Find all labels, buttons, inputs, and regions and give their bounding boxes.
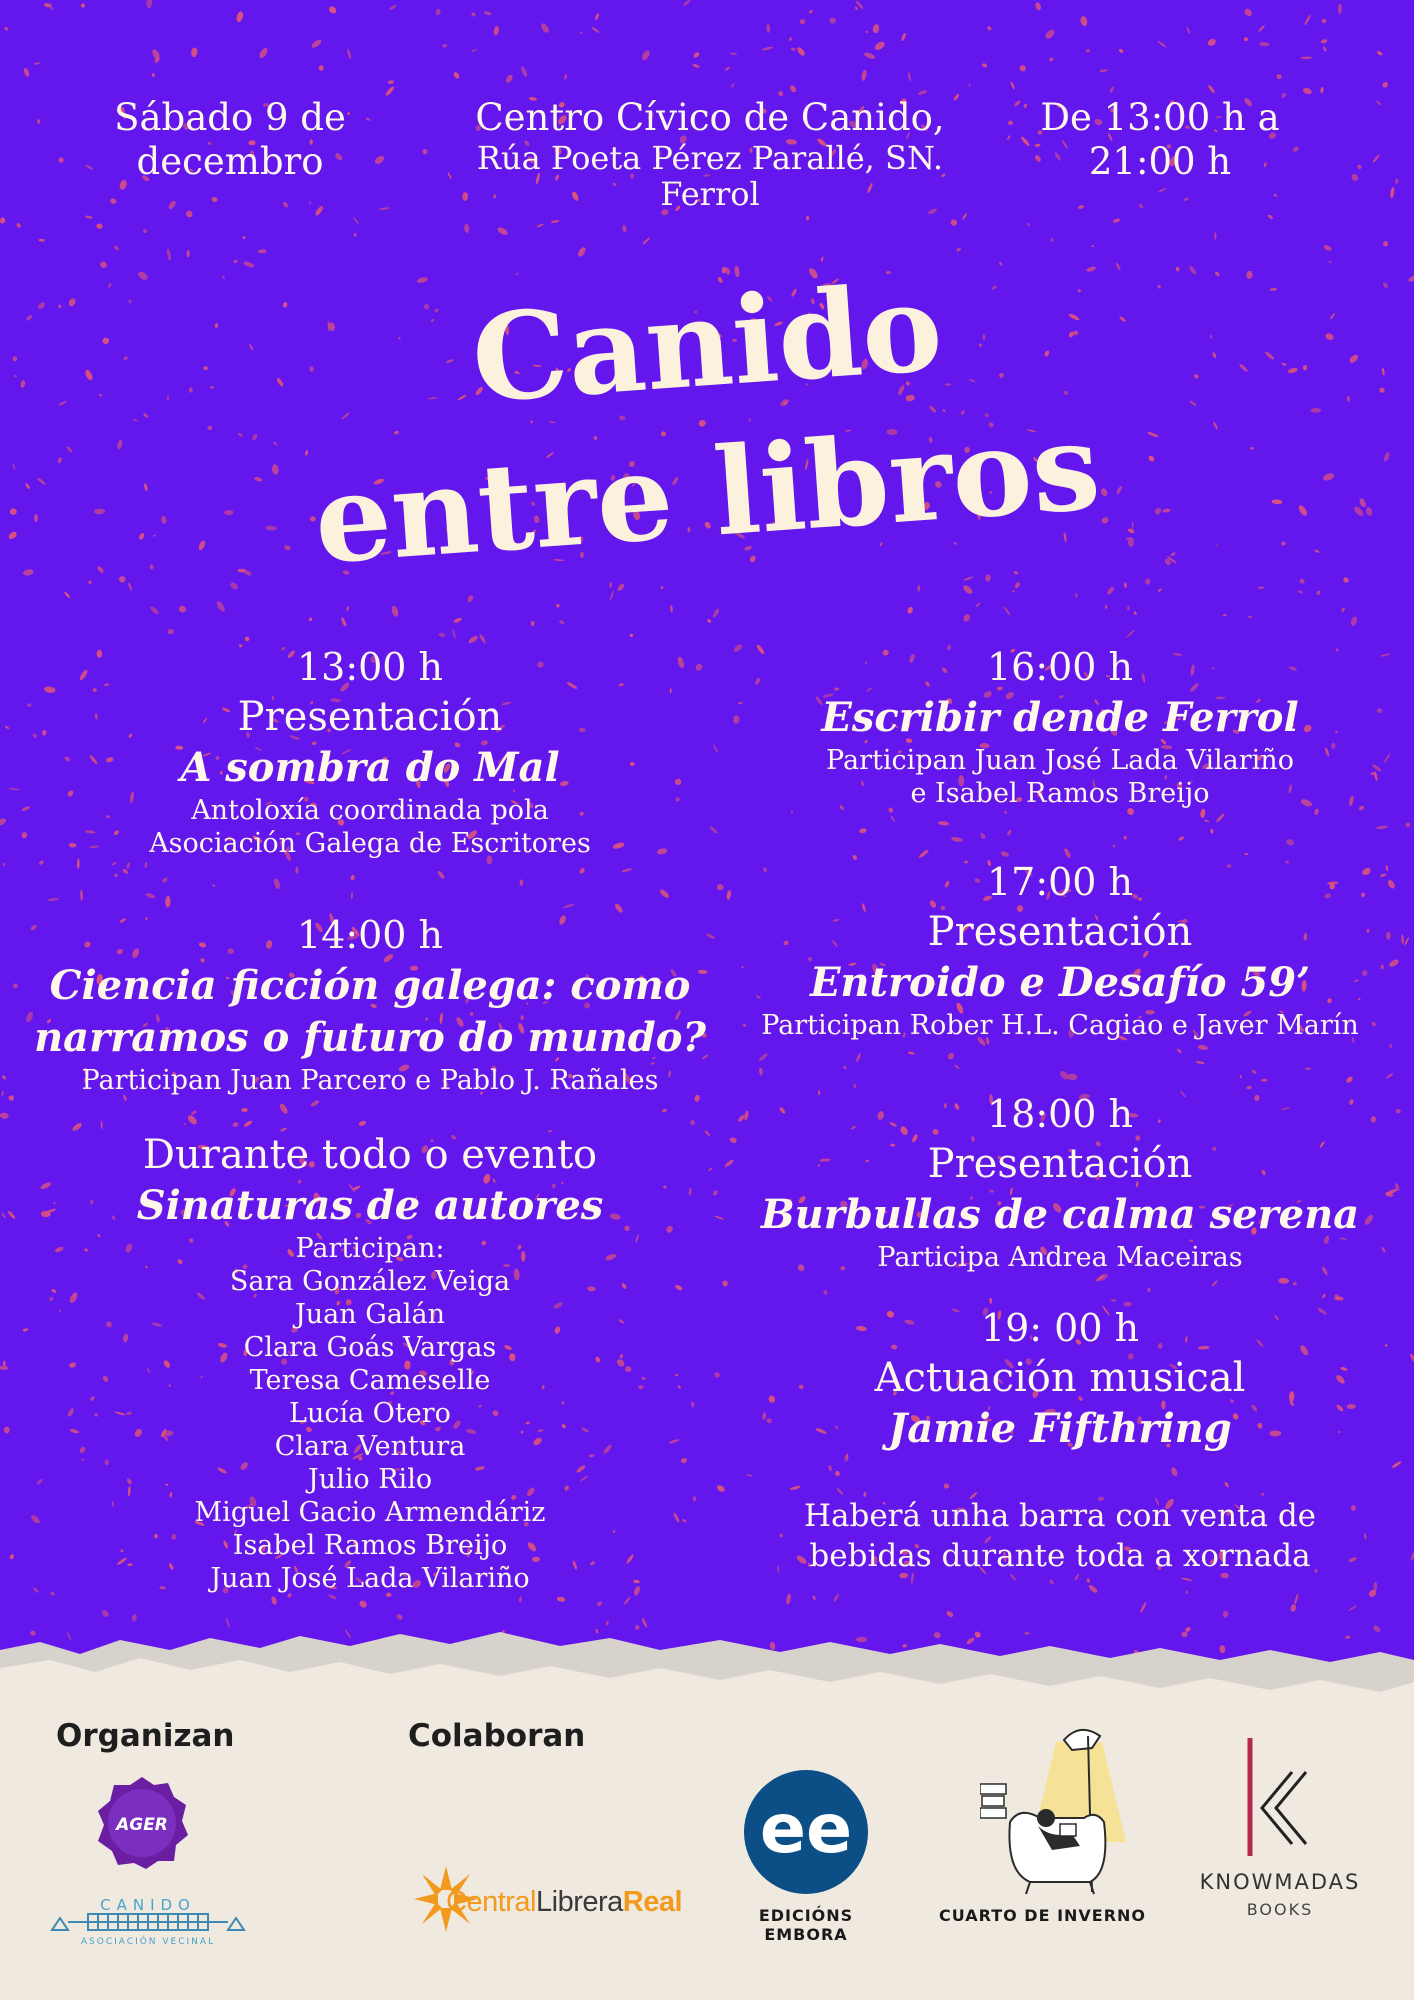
speckle — [0, 817, 7, 827]
speckle — [1176, 1048, 1182, 1054]
speckle — [1395, 1108, 1401, 1114]
speckle — [1204, 819, 1209, 822]
speckle — [9, 1553, 15, 1560]
speckle — [165, 896, 171, 908]
speckle — [1321, 1293, 1326, 1299]
speckle — [80, 890, 83, 901]
speckle — [954, 1064, 960, 1070]
speckle — [1391, 1460, 1402, 1468]
speckle — [558, 619, 565, 625]
speckle — [38, 860, 44, 866]
speckle — [358, 1599, 368, 1609]
speckle — [659, 888, 671, 899]
event-1300 — [20, 642, 720, 860]
speckle — [662, 1108, 668, 1113]
event-title — [0, 0, 1414, 620]
author-name: Sara González Veiga — [229, 1266, 511, 1297]
author-name: Juan José Lada Vilariño — [210, 1563, 530, 1594]
speckle — [1049, 1579, 1055, 1586]
speckle — [1111, 1299, 1117, 1301]
speckle — [890, 815, 896, 822]
speckle — [1140, 1602, 1147, 1614]
speckle — [843, 1065, 847, 1069]
speckle — [1401, 934, 1404, 945]
venue-line-2: Rúa Poeta Pérez Parallé, SN. — [476, 139, 944, 177]
speckle — [1261, 1079, 1267, 1082]
date-text: Sábado 9 de decembro — [114, 96, 346, 183]
ager-logo — [94, 1775, 190, 1871]
speckle — [1197, 1044, 1208, 1050]
author-name: Juan Galán — [294, 1299, 446, 1330]
event-time: 18:00 h — [986, 1092, 1134, 1136]
speckle — [1381, 964, 1384, 969]
signing-heading: Durante todo o evento — [142, 1132, 598, 1178]
speckle — [1381, 1246, 1386, 1253]
event-kind: Presentación — [237, 694, 503, 740]
event-work-title: A sombra do Mal — [180, 744, 560, 791]
speckle — [1086, 1578, 1090, 1583]
speckle — [1388, 958, 1400, 968]
speckle — [1178, 835, 1185, 841]
event-time: 19: 00 h — [980, 1306, 1140, 1350]
knowmadas-name: KNOWMADAS — [1199, 1870, 1361, 1894]
speckle — [351, 892, 353, 899]
speckle — [1251, 1069, 1257, 1074]
speckle — [833, 1593, 840, 1603]
speckle — [310, 1099, 320, 1107]
speckle — [1386, 879, 1396, 890]
canido-logo-text: CANIDO — [100, 1896, 196, 1914]
event-work-title-line-2: narramos o futuro do mundo? — [34, 1014, 706, 1061]
event-work-title: Escribir dende Ferrol — [821, 694, 1299, 741]
event-time: 13:00 h — [296, 645, 444, 689]
speckle — [951, 836, 963, 842]
speckle — [1345, 1075, 1354, 1084]
speckle — [758, 1052, 769, 1062]
speckle — [350, 874, 355, 880]
author-name: Clara Ventura — [274, 1431, 466, 1462]
author-name: Miguel Gacio Armendáriz — [194, 1497, 546, 1528]
speckle — [1088, 1584, 1099, 1594]
speckle — [144, 862, 148, 869]
speckle — [943, 1483, 950, 1489]
embora-logo-text: ee — [759, 1790, 853, 1869]
speckle — [183, 1122, 186, 1125]
speckle — [437, 870, 446, 880]
speckle — [853, 1083, 857, 1088]
speckle — [724, 1159, 735, 1169]
speckle — [1386, 1072, 1394, 1079]
organizers-heading: Organizan — [56, 1718, 235, 1754]
speckle — [452, 629, 456, 639]
speckle — [835, 1471, 840, 1477]
speckle — [190, 1110, 197, 1116]
central-librera-real-logo — [414, 1866, 704, 1936]
speckle — [241, 1108, 248, 1112]
event-note-line-1: Antoloxía coordinada pola — [191, 795, 549, 826]
author-name: Julio Rilo — [307, 1464, 433, 1495]
speckle — [47, 898, 59, 902]
speckle — [122, 868, 129, 875]
speckle — [759, 1068, 763, 1076]
speckle — [557, 1596, 566, 1602]
speckle — [1384, 1344, 1388, 1348]
speckle — [126, 862, 130, 869]
speckle — [101, 1121, 103, 1130]
speckle — [1211, 1280, 1218, 1287]
speckle — [823, 1289, 828, 1295]
speckle — [2, 1075, 7, 1080]
bar-notice-line-1: Haberá unha barra con venta de — [803, 1498, 1317, 1534]
event-kind: Actuación musical — [874, 1355, 1246, 1401]
cuarto-de-inverno-illustration — [980, 1722, 1140, 1897]
speckle — [717, 884, 724, 891]
speckle — [1181, 1577, 1192, 1581]
speckle — [791, 810, 793, 813]
speckle — [243, 1120, 253, 1128]
speckle — [1224, 1481, 1230, 1487]
event-time: 17:00 h — [986, 860, 1134, 904]
speckle — [0, 1365, 9, 1370]
canido-logo-subtext: ASOCIACIÓN VECINAL — [80, 1937, 216, 1947]
speckle — [1305, 1067, 1311, 1070]
speckle — [273, 878, 281, 890]
event-note-line-2: e Isabel Ramos Breijo — [910, 778, 1210, 809]
speckle — [785, 1593, 791, 1605]
speckle — [979, 832, 986, 840]
signing-names-list — [20, 1265, 720, 1595]
speckle — [1409, 1353, 1414, 1363]
speckle — [1290, 1604, 1297, 1612]
speckle — [1386, 932, 1391, 940]
speckle — [938, 821, 949, 826]
speckle — [7, 1210, 16, 1220]
knowmadas-subname: BOOKS — [1246, 1900, 1314, 1919]
speckle — [232, 1122, 238, 1128]
author-name: Lucía Otero — [289, 1398, 451, 1429]
speckle — [812, 1595, 816, 1600]
speckle — [0, 1112, 9, 1119]
event-time: 16:00 h — [986, 645, 1134, 689]
bar-notice — [740, 1496, 1380, 1576]
speckle — [186, 1114, 198, 1126]
speckle — [4, 725, 10, 730]
speckle — [623, 1596, 631, 1605]
author-name: Clara Goás Vargas — [243, 1332, 497, 1363]
clr-central-text: Central — [446, 1886, 536, 1918]
speckle — [1222, 1610, 1229, 1618]
speckle — [579, 867, 586, 874]
event-1400 — [10, 910, 730, 1097]
speckle — [278, 1103, 289, 1115]
speckle — [1348, 1605, 1358, 1612]
speckle — [162, 877, 169, 884]
speckle — [1006, 829, 1012, 836]
speckle — [1147, 1288, 1150, 1292]
speckle — [629, 633, 634, 638]
event-1600 — [740, 642, 1380, 810]
event-work-title: Burbullas de calma serena — [760, 1191, 1360, 1238]
knowmadas-logo-mark — [1240, 1732, 1320, 1862]
speckle — [721, 1280, 728, 1288]
author-name: Teresa Cameselle — [249, 1365, 491, 1396]
speckle — [531, 621, 535, 626]
speckle — [1373, 1582, 1377, 1591]
event-1800 — [740, 1089, 1380, 1274]
speckle — [1294, 1593, 1299, 1605]
speckle — [596, 1601, 603, 1608]
clr-librera-text: Librera — [536, 1886, 623, 1918]
signing-title: Sinaturas de autores — [136, 1182, 604, 1229]
event-work-title: Jamie Fifthring — [888, 1405, 1232, 1452]
speckle — [733, 715, 740, 724]
event-note: Participan Rober H.L. Cagiao e Javer Marín — [761, 1010, 1359, 1041]
speckle — [1376, 825, 1388, 830]
speckle — [518, 1596, 522, 1603]
event-work-title: Entroido e Desafío 59’ — [809, 959, 1311, 1006]
speckle — [1404, 937, 1410, 946]
venue-line-1: Centro Cívico de Canido, — [475, 96, 945, 139]
speckle — [1380, 653, 1391, 657]
speckle — [746, 1474, 753, 1477]
title-line-1: Canido — [467, 256, 947, 431]
speckle — [1067, 1073, 1078, 1080]
canido-association-logo — [48, 1892, 248, 1948]
speckle — [836, 1487, 844, 1496]
title-line-2: entre libros — [310, 395, 1105, 592]
event-note: Participan Juan Parcero e Pablo J. Rañales — [81, 1065, 659, 1096]
event-time: 14:00 h — [296, 913, 444, 957]
speckle — [1292, 1281, 1297, 1286]
signing-label: Participan: — [295, 1233, 445, 1264]
speckle — [1123, 836, 1127, 840]
bar-notice-line-2: bebidas durante toda a xornada — [809, 1538, 1311, 1574]
speckle — [1239, 1075, 1242, 1078]
speckle — [167, 629, 174, 635]
speckle — [212, 884, 216, 887]
event-work-title-line-1: Ciencia ficción galega: como — [49, 962, 691, 1009]
author-name: Isabel Ramos Breijo — [232, 1530, 508, 1561]
speckle — [1195, 1061, 1204, 1065]
speckle — [789, 1485, 801, 1491]
speckle — [145, 892, 156, 899]
speckle — [1385, 865, 1388, 871]
event-note: Participa Andrea Maceiras — [877, 1242, 1243, 1273]
speckle — [1186, 1590, 1189, 1594]
speckle — [563, 903, 575, 909]
speckle — [114, 873, 118, 877]
event-note-line-1: Participan Juan José Lada Vilariño — [826, 745, 1294, 776]
speckle — [908, 1051, 915, 1055]
embora-logo-mark — [742, 1768, 870, 1896]
event-1900 — [740, 1303, 1380, 1455]
speckle — [828, 1465, 833, 1472]
venue-line-3: Ferrol — [660, 175, 760, 213]
speckle — [1215, 813, 1225, 823]
speckle — [1278, 1278, 1289, 1284]
embora-name: EDICIÓNS EMBORA — [758, 1906, 854, 1944]
speckle — [1125, 629, 1135, 638]
speckle — [1, 1090, 4, 1096]
speckle — [77, 858, 80, 869]
speckle — [1210, 828, 1214, 834]
speckle — [1410, 1551, 1414, 1561]
speckle — [270, 1596, 277, 1606]
speckle — [1380, 873, 1387, 877]
speckle — [855, 1053, 862, 1063]
speckle — [947, 1052, 955, 1061]
cuarto-de-inverno-name: CUARTO DE INVERNO — [938, 1906, 1147, 1925]
speckle — [438, 632, 445, 637]
speckle — [1170, 1466, 1179, 1477]
speckle — [726, 890, 732, 900]
speckle — [520, 879, 524, 886]
speckle — [358, 1120, 367, 1127]
event-kind: Presentación — [927, 1141, 1193, 1187]
collaborators-heading: Colaboran — [408, 1718, 586, 1754]
speckle — [2, 863, 5, 867]
event-1700 — [740, 857, 1380, 1042]
speckle — [295, 867, 298, 874]
speckle — [945, 1610, 954, 1618]
speckle — [1389, 1044, 1392, 1049]
speckle — [8, 788, 19, 791]
speckle — [1285, 838, 1295, 846]
speckle — [859, 828, 867, 834]
clr-real-text: Real — [622, 1886, 683, 1918]
speckle — [729, 1137, 737, 1144]
speckle — [690, 1119, 696, 1125]
speckle — [112, 861, 117, 865]
hours-text: De 13:00 h a 21:00 h — [1040, 96, 1280, 183]
author-signing-block — [20, 1130, 720, 1595]
event-note-line-2: Asociación Galega de Escritores — [149, 828, 591, 859]
speckle — [621, 868, 632, 873]
speckle — [1112, 844, 1116, 848]
speckle — [1004, 810, 1008, 814]
speckle — [1405, 822, 1411, 828]
speckle — [1244, 853, 1248, 856]
ager-logo-text: AGER — [116, 1815, 168, 1835]
speckle — [1383, 753, 1391, 764]
speckle — [3, 1361, 6, 1367]
speckle — [1, 1212, 6, 1218]
speckle — [101, 1609, 110, 1619]
event-kind: Presentación — [927, 909, 1193, 955]
speckle — [4, 1426, 11, 1433]
